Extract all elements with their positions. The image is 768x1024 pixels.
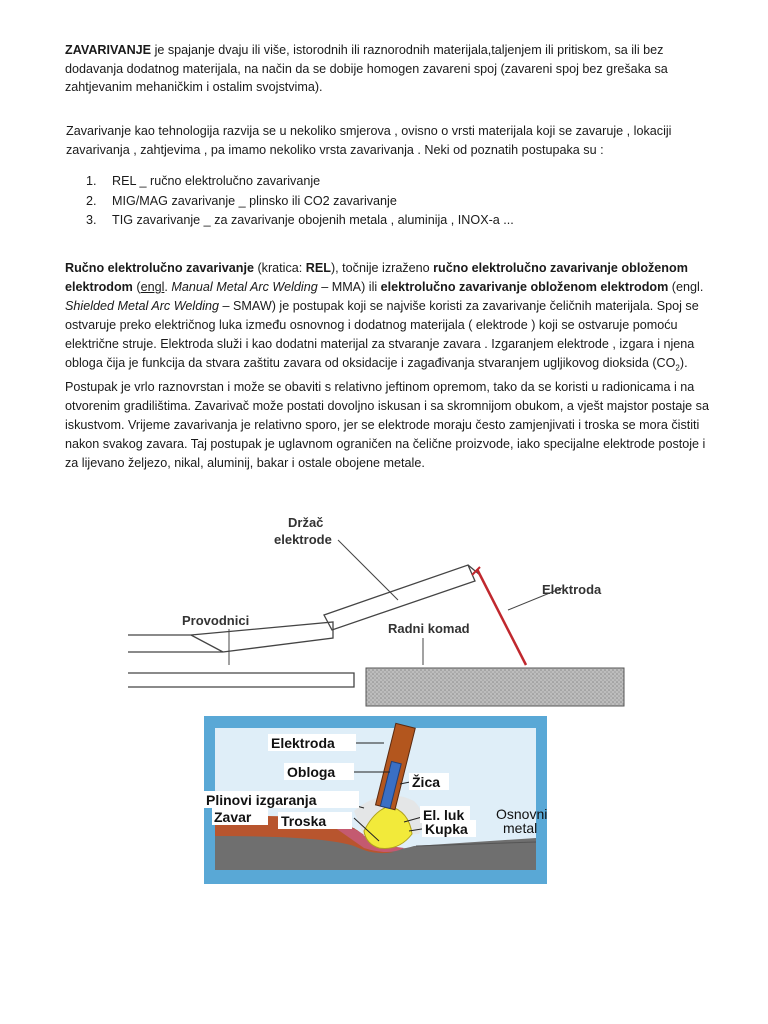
list-number: 2. — [86, 193, 97, 208]
rel-text: ). Postupak je vrlo raznovrstan i može se obaviti s relativno jeftinom opremom, tako da se koristi u radionicama i na otvorenim gradilištima. Zavarivač može postati dovoljno iskusan i sa skromnijom obukom, a vješt majstor postaje sa iskustvom. Vrijeme zavarivanja je relativno sporo, jer se elektrode moraju često zamjenjivati i troska se mora čistiti nakon svakog zavara. Taj postupak je uglavnom ograničen na čelične proizvode, iako specijalne elektrode postoje i za lijevano željezo, nikal, aluminij, bakar i ostale obojene metale. — [65, 355, 709, 470]
workpiece-label: Radni komad — [388, 621, 470, 636]
rel-text: (engl. — [668, 279, 704, 294]
electrode-rod — [477, 569, 526, 665]
intro-text: je spajanje dvaju ili više, istorodnih ili raznorodnih materijala,taljenjem ili pritiskom, sa ili bez dodavanja dodatnog materijala, na način da se dobije homogen zavareni spoj (zavareni spoj bez grešaka sa zahtjevanim mehaničkim i ostalim svojstvima). — [65, 43, 668, 95]
weld-label: Zavar — [214, 809, 252, 825]
conductors-label: Provodnici — [182, 613, 250, 628]
list-item — [86, 211, 514, 231]
intro-term: ZAVARIVANJE — [65, 43, 152, 57]
conductor-cables — [128, 622, 354, 687]
holder-label-1: Držač — [288, 515, 324, 530]
gases-label: Plinovi izgaranja — [206, 792, 317, 808]
rel-term: elektrolučno zavarivanje obloženom elektrodom — [380, 279, 669, 294]
list-number: 1. — [86, 174, 97, 188]
base-metal-label-2: metal — [503, 820, 538, 836]
arc-label: El. luk — [423, 807, 465, 823]
list-text: REL _ ručno elektrolučno zavarivanje — [112, 174, 321, 188]
rel-paragraph — [65, 259, 715, 472]
rel-text: – MMA) ili — [317, 279, 381, 294]
rel-english-term: Shielded Metal Arc Welding — [65, 298, 220, 313]
rel-text: – SMAW) je postupak koji se najviše koristi za zavarivanje čeličnih materijala. Spoj se ostvaruje preko električnog luka između osnovnog i dodatnog materijala ( elektrode ) koji se ostvaruje pomoću električne struje. Elektroda služi i kao dodatni materijal za stvaranje zavara . Izgaranjem elektrode , izgara i njena obloga čija je funkcija da stvara zaštitu zavara od oksidacije i zagađivanja stvaranjem ugljikovog dioksida (CO — [65, 298, 699, 370]
holder-label-2: elektrode — [274, 532, 332, 547]
rel-text: . — [164, 279, 172, 294]
engl-link[interactable]: engl — [140, 279, 165, 294]
welding-setup-diagram — [128, 505, 628, 710]
list-text: TIG zavarivanje _ za zavarivanje obojenih metala , aluminija , INOX-a ... — [112, 213, 514, 228]
pool-label: Kupka — [425, 821, 468, 837]
development-paragraph: Zavarivanje kao tehnologija razvija se u nekoliko smjerova , ovisno o vrsti materijala koji se zavaruje , lokaciji zavarivanja , zahtjevima , pa imamo nekoliko vrsta zavarivanja . Neki od poznatih postupaka su : — [66, 124, 672, 157]
coating-label: Obloga — [287, 764, 336, 780]
list-number: 3. — [86, 213, 97, 228]
list-item — [86, 172, 514, 192]
rel-term: ručno elektrolučno zavarivanje obloženom elektrodom — [65, 261, 688, 294]
electrode-label: Elektroda — [271, 735, 335, 751]
rel-text: ( — [132, 279, 141, 294]
wire-label: Žica — [412, 774, 441, 790]
procedure-list — [86, 172, 514, 231]
rel-term: Ručno elektrolučno zavarivanje — [65, 261, 254, 275]
rel-english-term: Manual Metal Arc Welding — [171, 279, 318, 294]
rel-text: ), točnije izraženo — [330, 261, 434, 275]
list-text: MIG/MAG zavarivanje _ plinsko ili CO2 zavarivanje — [112, 193, 397, 208]
weld-cross-section-diagram — [204, 716, 547, 884]
list-item — [86, 192, 514, 212]
rel-abbr: REL — [305, 261, 331, 275]
electrode-label: Elektroda — [542, 582, 602, 597]
co2-subscript: 2 — [675, 363, 680, 373]
base-metal-label-1: Osnovni — [496, 806, 547, 822]
slag-label: Troska — [281, 813, 327, 829]
rel-text: (kratica: — [253, 261, 306, 275]
intro-paragraph — [65, 41, 715, 97]
workpiece-block — [366, 668, 624, 706]
